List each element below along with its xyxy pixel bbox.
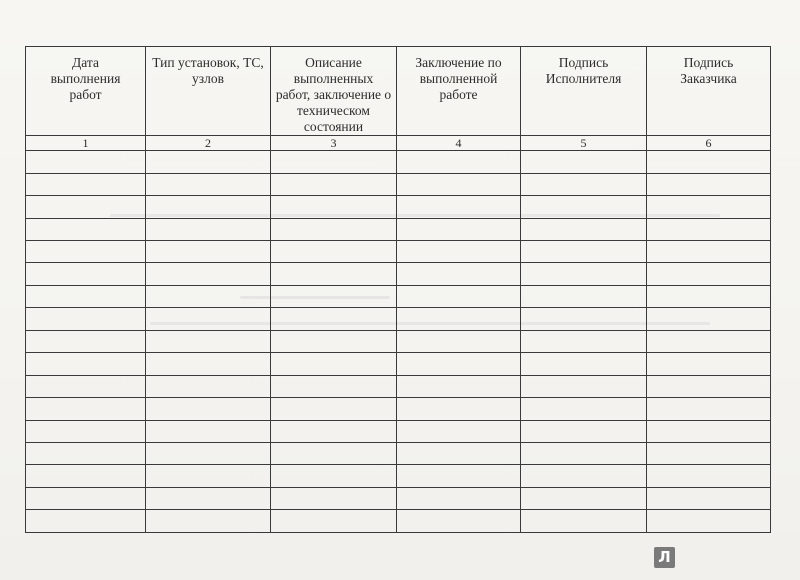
table-row — [26, 398, 771, 420]
table-cell — [647, 487, 771, 509]
table-cell — [146, 241, 271, 263]
table-cell — [397, 218, 521, 240]
table-row — [26, 151, 771, 173]
table-cell — [26, 330, 146, 352]
table-cell — [521, 308, 647, 330]
table-cell — [397, 510, 521, 533]
table-cell — [146, 420, 271, 442]
table-cell — [647, 263, 771, 285]
table-cell — [271, 196, 397, 218]
table-cell — [271, 442, 397, 464]
table-cell — [271, 285, 397, 307]
table-cell — [647, 285, 771, 307]
table-row — [26, 442, 771, 464]
table-cell — [146, 442, 271, 464]
table-cell — [521, 196, 647, 218]
table-cell — [26, 375, 146, 397]
table-cell — [647, 308, 771, 330]
table-row — [26, 263, 771, 285]
table-cell — [397, 442, 521, 464]
table-cell — [146, 151, 271, 173]
column-number: 6 — [647, 136, 771, 151]
table-cell — [397, 375, 521, 397]
table-cell — [26, 151, 146, 173]
table-cell — [146, 173, 271, 195]
table-cell — [647, 420, 771, 442]
table-row — [26, 510, 771, 533]
table-cell — [146, 465, 271, 487]
table-cell — [397, 263, 521, 285]
table-row — [26, 173, 771, 195]
header-customer-signature: Подпись Заказчика — [647, 47, 771, 136]
table-cell — [26, 353, 146, 375]
header-executor-signature: Подпись Исполнителя — [521, 47, 647, 136]
table-cell — [271, 263, 397, 285]
table-cell — [146, 487, 271, 509]
publisher-logo: Л — [654, 547, 675, 568]
table-cell — [521, 442, 647, 464]
table-cell — [146, 330, 271, 352]
table-cell — [271, 487, 397, 509]
table-cell — [146, 263, 271, 285]
table-cell — [521, 285, 647, 307]
table-cell — [26, 173, 146, 195]
table-cell — [26, 487, 146, 509]
column-number: 2 — [146, 136, 271, 151]
table-cell — [146, 218, 271, 240]
header-date: Дата выполнения работ — [26, 47, 146, 136]
table-cell — [146, 375, 271, 397]
table-cell — [26, 196, 146, 218]
table-row — [26, 308, 771, 330]
table-cell — [397, 173, 521, 195]
table-cell — [271, 308, 397, 330]
table-cell — [397, 398, 521, 420]
table-cell — [647, 196, 771, 218]
table-cell — [521, 241, 647, 263]
table-row — [26, 241, 771, 263]
table-cell — [647, 375, 771, 397]
table-row — [26, 196, 771, 218]
column-number-row — [26, 136, 771, 151]
column-number: 4 — [397, 136, 521, 151]
table-row — [26, 285, 771, 307]
table-cell — [521, 420, 647, 442]
table-cell — [397, 465, 521, 487]
table-row — [26, 218, 771, 240]
table-cell — [146, 353, 271, 375]
table-cell — [647, 510, 771, 533]
table-cell — [647, 173, 771, 195]
table-cell — [146, 285, 271, 307]
table-cell — [521, 151, 647, 173]
table-cell — [26, 285, 146, 307]
table-cell — [271, 151, 397, 173]
table-cell — [397, 241, 521, 263]
table-cell — [521, 173, 647, 195]
table-row — [26, 420, 771, 442]
table-cell — [647, 442, 771, 464]
table-cell — [146, 510, 271, 533]
table-cell — [397, 420, 521, 442]
table-cell — [521, 263, 647, 285]
table-row — [26, 330, 771, 352]
table-cell — [26, 442, 146, 464]
table-cell — [397, 487, 521, 509]
table-cell — [271, 465, 397, 487]
work-journal-table — [25, 46, 771, 533]
table-cell — [521, 375, 647, 397]
table-cell — [397, 353, 521, 375]
table-cell — [647, 241, 771, 263]
table-cell — [647, 151, 771, 173]
table-cell — [271, 398, 397, 420]
table-cell — [647, 353, 771, 375]
table-cell — [647, 330, 771, 352]
table-cell — [271, 375, 397, 397]
header-equipment-type: Тип установок, ТС, узлов — [146, 47, 271, 136]
table-row — [26, 487, 771, 509]
table-cell — [521, 487, 647, 509]
table-cell — [271, 353, 397, 375]
table-cell — [271, 420, 397, 442]
table-cell — [26, 465, 146, 487]
table-cell — [647, 465, 771, 487]
table-cell — [26, 420, 146, 442]
column-number: 1 — [26, 136, 146, 151]
table-row — [26, 465, 771, 487]
header-work-conclusion: Заключение по выполненной работе — [397, 47, 521, 136]
table-cell — [397, 285, 521, 307]
table-cell — [647, 398, 771, 420]
table-cell — [146, 398, 271, 420]
table-cell — [26, 510, 146, 533]
header-work-description: Описание выполненных работ, заключение о техническом состоянии — [271, 47, 397, 136]
table-cell — [26, 398, 146, 420]
table-cell — [521, 465, 647, 487]
table-cell — [521, 398, 647, 420]
table-cell — [397, 196, 521, 218]
table-cell — [397, 330, 521, 352]
column-number: 3 — [271, 136, 397, 151]
column-number: 5 — [521, 136, 647, 151]
table-cell — [271, 218, 397, 240]
table-cell — [146, 196, 271, 218]
table-cell — [521, 353, 647, 375]
table-cell — [146, 308, 271, 330]
table-cell — [271, 330, 397, 352]
table-cell — [26, 308, 146, 330]
table-cell — [521, 510, 647, 533]
table-cell — [521, 218, 647, 240]
table-row — [26, 375, 771, 397]
table-cell — [271, 241, 397, 263]
table-cell — [521, 330, 647, 352]
table-cell — [26, 241, 146, 263]
table-cell — [26, 263, 146, 285]
table-cell — [26, 218, 146, 240]
table-row — [26, 353, 771, 375]
table-cell — [271, 510, 397, 533]
table-cell — [397, 151, 521, 173]
header-row — [26, 47, 771, 136]
table-cell — [397, 308, 521, 330]
table-cell — [271, 173, 397, 195]
table-cell — [647, 218, 771, 240]
